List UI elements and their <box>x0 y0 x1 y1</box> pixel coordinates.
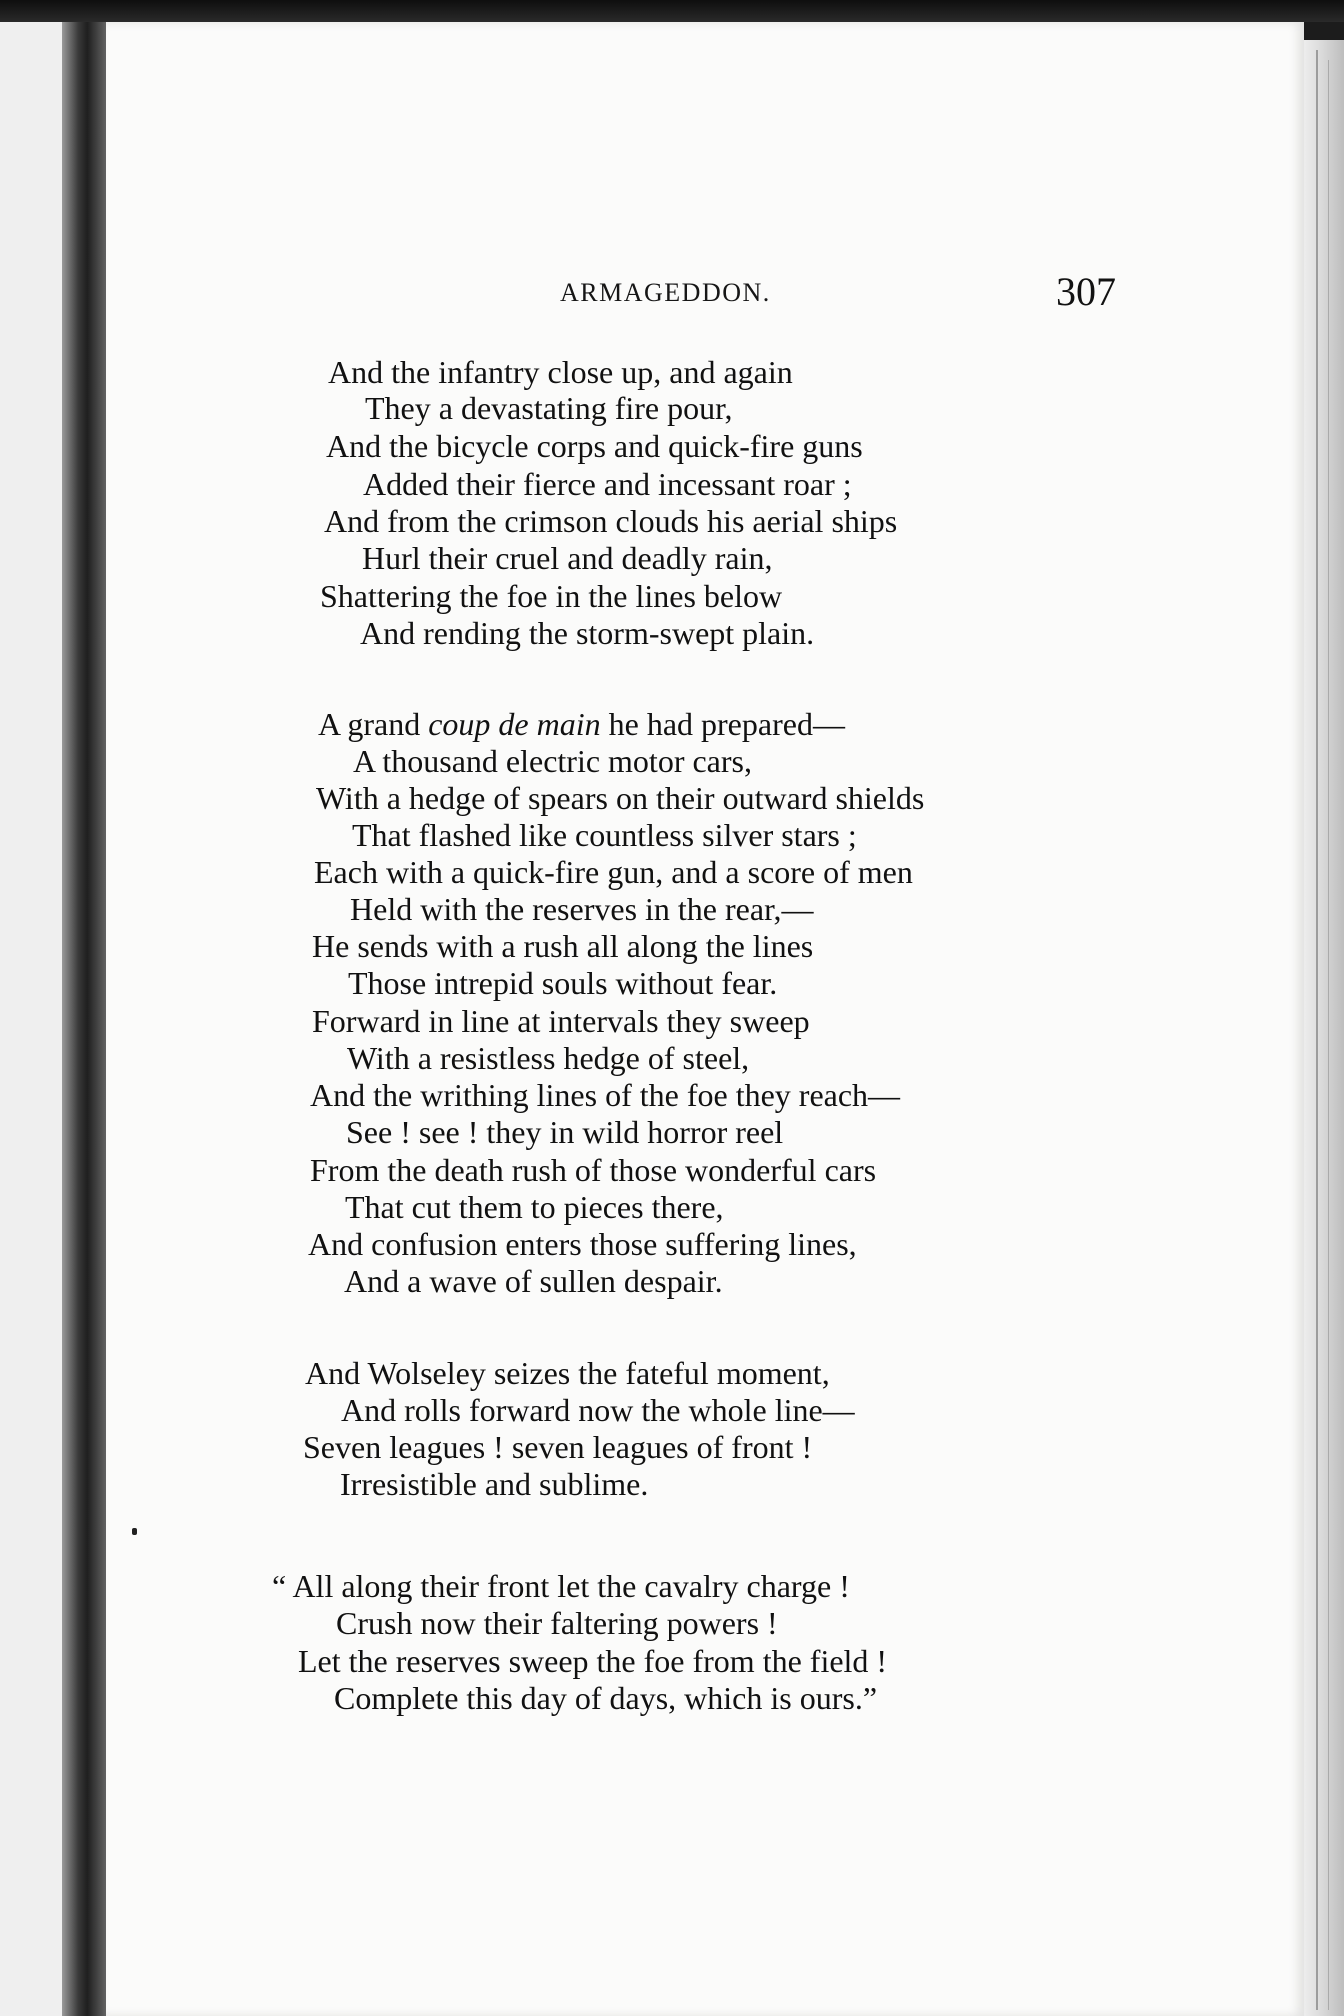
line-text: he had prepared— <box>600 706 845 742</box>
poem-line: Seven leagues ! seven leagues of front ! <box>303 1429 813 1465</box>
page-stack-line <box>1328 60 1329 2010</box>
poem-line: And confusion enters those suffering lines, <box>308 1226 857 1262</box>
facing-page-edge <box>0 22 62 2016</box>
poem-line: Irresistible and sublime. <box>340 1466 649 1502</box>
poem-line: And rending the storm-swept plain. <box>360 615 815 651</box>
poem-line: And Wolseley seizes the fateful moment, <box>305 1355 830 1391</box>
poem-line: Let the reserves sweep the foe from the field ! <box>298 1643 888 1679</box>
poem-line: And a wave of sullen despair. <box>344 1263 723 1299</box>
poem-line: Each with a quick-fire gun, and a score of men <box>314 854 913 890</box>
poem-line: “ All along their front let the cavalry charge ! <box>272 1568 850 1604</box>
page-number: 307 <box>1056 269 1116 314</box>
poem-line: And from the crimson clouds his aerial ships <box>324 503 898 539</box>
poem-line: Shattering the foe in the lines below <box>320 578 783 614</box>
poem-line: See ! see ! they in wild horror reel <box>346 1114 784 1150</box>
binding-gutter <box>62 22 108 2016</box>
scan-top-edge <box>0 0 1344 22</box>
ink-speck <box>132 1528 137 1535</box>
poem-line: Hurl their cruel and deadly rain, <box>362 540 773 576</box>
poem-line: Forward in line at intervals they sweep <box>312 1003 810 1039</box>
poem-line: From the death rush of those wonderful cars <box>310 1152 877 1188</box>
poem-line: That flashed like countless silver stars ; <box>352 817 857 853</box>
poem-line: With a resistless hedge of steel, <box>347 1040 750 1076</box>
poem-line: A thousand electric motor cars, <box>353 743 752 779</box>
page-stack-edge <box>1304 40 1344 2016</box>
poem-line-italic-phrase <box>318 706 845 742</box>
poem-line: Held with the reserves in the rear,— <box>350 891 814 927</box>
running-head: ARMAGEDDON. <box>560 278 771 307</box>
poem-line: Added their fierce and incessant roar ; <box>363 466 852 502</box>
italic-phrase: coup de main <box>428 706 601 742</box>
poem-line: And the bicycle corps and quick-fire guns <box>326 428 863 464</box>
poem-line: Crush now their faltering powers ! <box>336 1605 778 1641</box>
poem-line: With a hedge of spears on their outward shields <box>316 780 925 816</box>
poem-line: Those intrepid souls without fear. <box>348 965 778 1001</box>
page-stack-line <box>1316 50 1318 2010</box>
poem-line: They a devastating fire pour, <box>365 390 733 426</box>
poem-line: And rolls forward now the whole line— <box>341 1392 855 1428</box>
poem-line: He sends with a rush all along the lines <box>312 928 814 964</box>
poem-line: And the writhing lines of the foe they reach— <box>310 1077 901 1113</box>
poem-line: Complete this day of days, which is ours.” <box>334 1680 878 1716</box>
poem-line: That cut them to pieces there, <box>345 1189 724 1225</box>
line-text: A grand <box>318 706 429 742</box>
poem-line: And the infantry close up, and again <box>328 354 793 390</box>
